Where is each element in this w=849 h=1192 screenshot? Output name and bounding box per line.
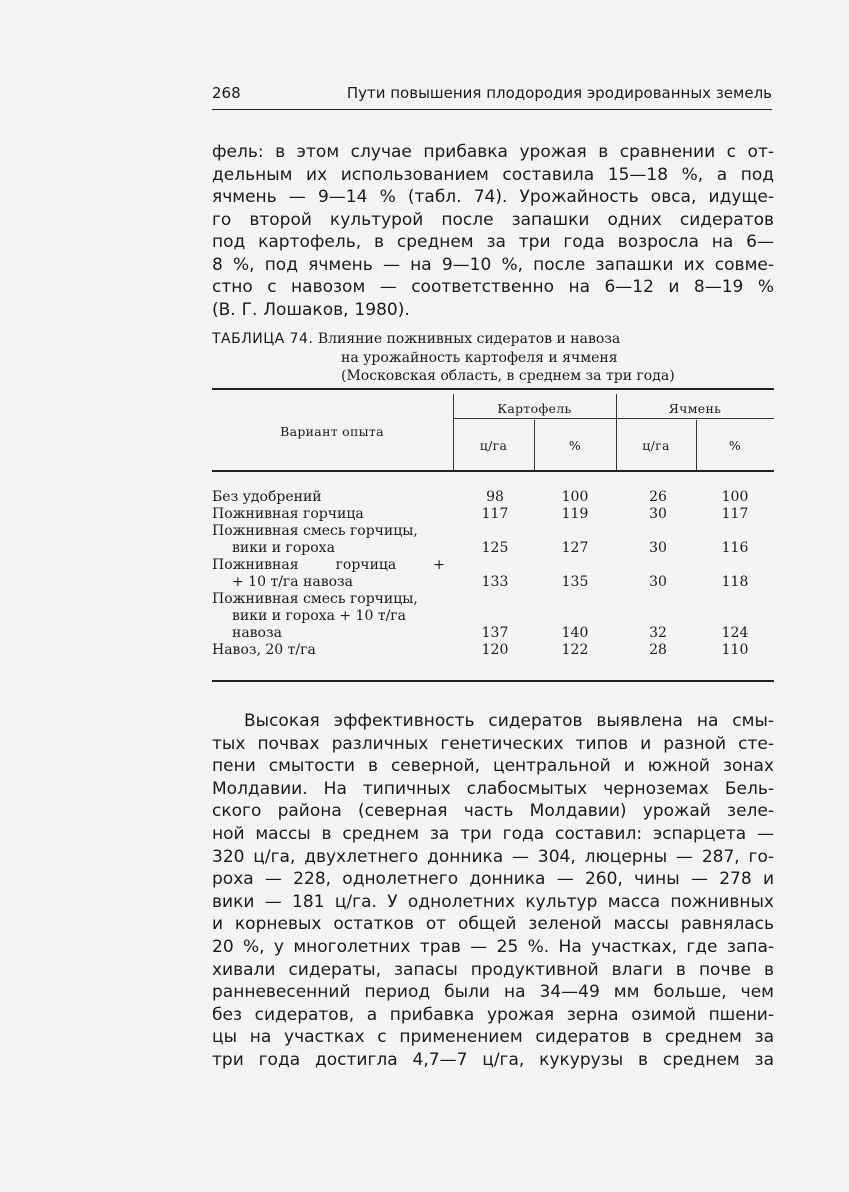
text-line: ранневесенний период были на 34—49 мм больше, чем — [212, 982, 774, 1003]
row-label: Без удобрений — [212, 489, 322, 505]
row-label: Пожнивная горчица + — [212, 557, 445, 573]
row-label: Пожнивная смесь горчицы, — [212, 591, 418, 607]
cell-value: 119 — [561, 506, 589, 522]
text-line: хивали сидераты, запасы продуктивной влаги в почве в — [212, 959, 774, 980]
cell-value: 116 — [721, 540, 749, 556]
running-title: Пути повышения плодородия эродированных земель — [346, 84, 772, 102]
caption-line: на урожайность картофеля и ячменя — [341, 349, 618, 366]
text-line: под картофель, в среднем за три года возросла на 6— — [212, 232, 774, 252]
paragraph-bottom — [212, 710, 774, 1072]
row-label: Пожнивная смесь горчицы, — [212, 523, 418, 539]
cell-value: 117 — [481, 506, 509, 522]
text-line: ского района (северная часть Молдавии) урожай зеле- — [212, 801, 774, 822]
table-label: ТАБЛИЦА 74. — [212, 331, 314, 347]
text-line: дельным их использованием составила 15—18 %, а под — [212, 164, 774, 185]
text-line: Высокая эффективность сидератов выявлена на смы- — [244, 711, 774, 731]
row-label: вики и гороха + 10 т/га — [232, 608, 406, 624]
text-line: без сидератов, а прибавка урожая зерна озимой пшени- — [212, 1004, 774, 1025]
text-line: фель: в этом случае прибавка урожая в сравнении с от- — [212, 142, 774, 162]
cell-value: 26 — [649, 489, 667, 505]
table-rule-bottom — [212, 680, 774, 682]
cell-value: 28 — [649, 642, 667, 658]
text-line: пени смытости в северной, центральной и южной зонах — [212, 756, 774, 777]
text-line: и корневых остатков от общей зеленой массы равнялась — [212, 914, 774, 935]
text-line: вики — 181 ц/га. У однолетних культур масса пожнивных — [212, 891, 774, 912]
header-potato: Картофель — [497, 401, 572, 416]
cell-value: 30 — [649, 506, 667, 522]
cell-value: 118 — [721, 574, 749, 590]
cell-value: 140 — [561, 625, 589, 641]
header-subrule — [616, 418, 774, 419]
header-unit-barley: ц/га — [642, 438, 670, 453]
cell-value: 137 — [481, 625, 509, 641]
cell-value: 30 — [649, 574, 667, 590]
cell-value: 100 — [721, 489, 749, 505]
header-barley: Ячмень — [668, 401, 722, 416]
header-variant: Вариант опыта — [280, 424, 384, 439]
page-number: 268 — [212, 84, 241, 102]
cell-value: 110 — [721, 642, 749, 658]
cell-value: 120 — [481, 642, 509, 658]
header-pct-barley: % — [728, 438, 742, 453]
cell-value: 133 — [481, 574, 509, 590]
cell-value: 124 — [721, 625, 749, 641]
header-pct-potato: % — [568, 438, 582, 453]
text-line: (В. Г. Лошаков, 1980). — [212, 299, 410, 320]
cell-value: 30 — [649, 540, 667, 556]
text-line: 8 %, под ячмень — на 9—10 %, после запашки их совме- — [212, 254, 774, 275]
row-label: + 10 т/га навоза — [232, 574, 354, 590]
cell-value: 100 — [561, 489, 589, 505]
cell-value: 98 — [486, 489, 504, 505]
row-label: навоза — [232, 625, 282, 641]
cell-value: 127 — [561, 540, 589, 556]
cell-value: 32 — [649, 625, 667, 641]
cell-value: 135 — [561, 574, 589, 590]
text-line: 20 %, у многолетних трав — 25 %. На участках, где запа- — [212, 936, 774, 957]
text-line: стно с навозом — соответственно на 6—12 и 8—19 % — [212, 277, 774, 297]
text-line: Молдавии. На типичных слабосмытых черноземах Бель- — [212, 778, 774, 799]
row-label: Пожнивная горчица — [212, 506, 364, 522]
text-line: го второй культурой после запашки одних сидератов — [212, 209, 774, 230]
row-label: вики и гороха — [232, 540, 335, 556]
table-rule-top — [212, 388, 774, 390]
text-line: три года достигла 4,7—7 ц/га, кукурузы в среднем за — [212, 1049, 774, 1070]
text-line: цы на участках с применением сидератов в среднем за — [212, 1027, 774, 1048]
cell-value: 117 — [721, 506, 749, 522]
table-rule-header — [212, 470, 774, 472]
caption-line: Влияние пожнивных сидератов и навоза — [317, 331, 621, 347]
header-unit-potato: ц/га — [479, 438, 508, 453]
caption-line: (Московская область, в среднем за три года) — [341, 368, 675, 384]
data-table — [212, 388, 774, 684]
text-line: ячмень — 9—14 % (табл. 74). Урожайность овса, идуще- — [212, 187, 774, 207]
header-rule — [212, 109, 772, 110]
row-label: Навоз, 20 т/га — [212, 642, 316, 658]
text-line: ной массы в среднем за три года составил: эспарцета — — [212, 823, 774, 844]
cell-value: 122 — [561, 642, 589, 658]
text-line: роха — 228, однолетнего донника — 260, чины — 278 и — [212, 869, 774, 890]
paragraph-top — [212, 141, 774, 321]
cell-value: 125 — [481, 540, 509, 556]
text-line: тых почвах различных генетических типов и разной сте- — [212, 733, 774, 754]
table-caption — [212, 330, 774, 386]
header-subrule — [453, 418, 616, 419]
text-line: 320 ц/га, двухлетнего донника — 304, люцерны — 287, го- — [212, 846, 774, 867]
